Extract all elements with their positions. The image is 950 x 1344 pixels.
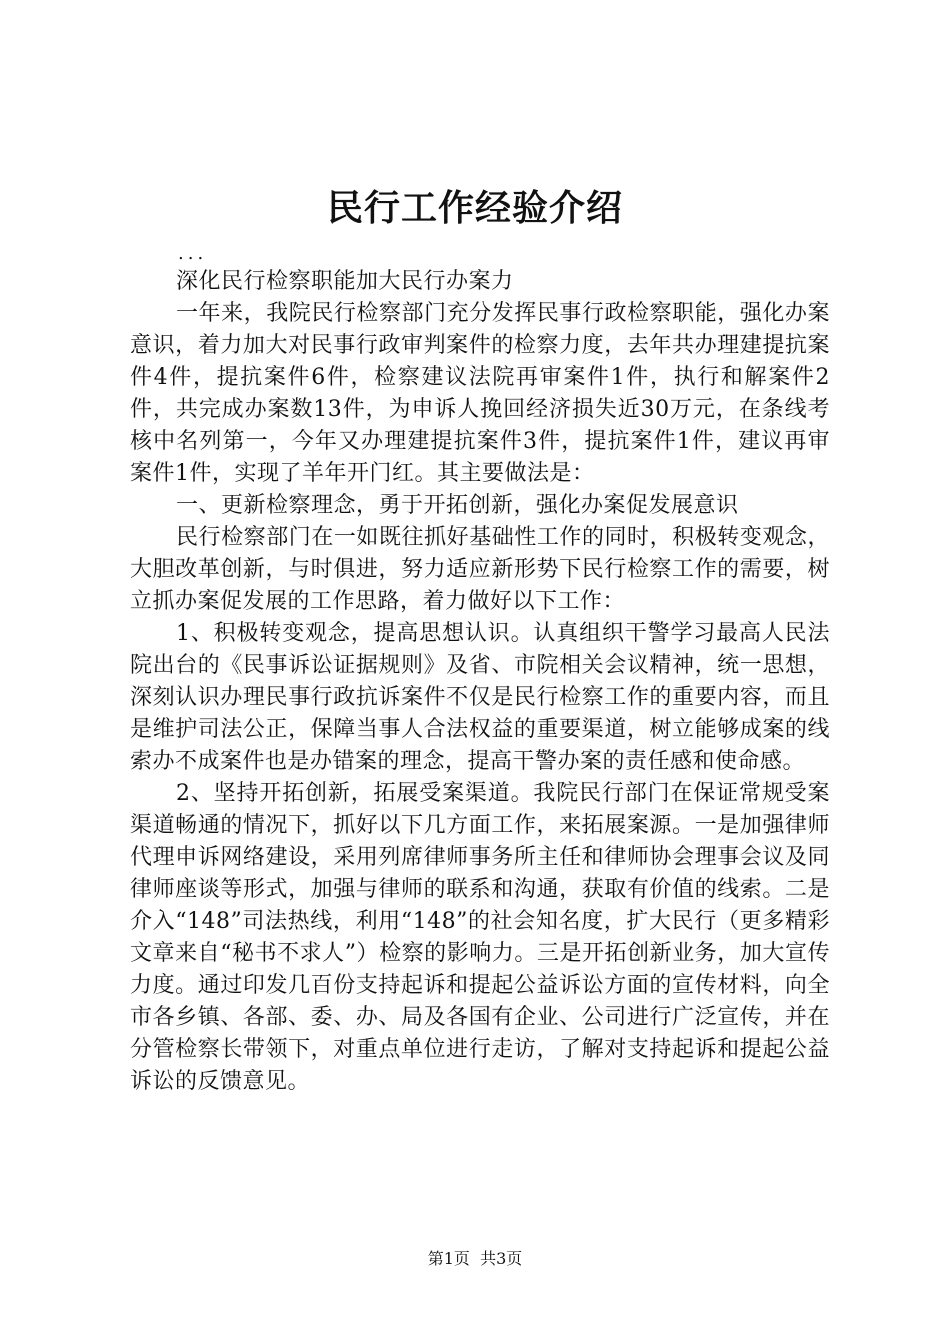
paragraph-item-1: 1、积极转变观念，提高思想认识。认真组织干警学习最高人民法院出台的《民事诉讼证据规则》及省、市院相关会议精神，统一思想，深刻认识办理民事行政抗诉案件不仅是民行检察工作的重要内容，而且是维护司法公正，保障当事人合法权益的重要渠道，树立能够成案的线索办不成案件也是办错案的理念，提高干警办案的责任感和使命感。 (130, 621, 830, 774)
paragraph-section-body: 民行检察部门在一如既往抓好基础性工作的同时，积极转变观念，大胆改革创新，与时俱进，努力适应新形势下民行检察工作的需要，树立抓办案促发展的工作思路，着力做好以下工作： (130, 525, 830, 614)
paragraph-intro: 一年来，我院民行检察部门充分发挥民事行政检察职能，强化办案意识，着力加大对民事行政审判案件的检察力度，去年共办理建提抗案件4件，提抗案件6件，检察建议法院再审案件1件，执行和解案件2件，共完成办案数13件，为申诉人挽回经济损失近30万元，在条线考核中名列第一，今年又办理建提抗案件3件，提抗案件1件，建议再审案件1件，实现了羊年开门红。其主要做法是： (130, 301, 830, 486)
paragraph-subtitle: 深化民行检察职能加大民行办案力 (176, 269, 514, 294)
document-title: 民行工作经验介绍 (326, 187, 623, 229)
page-number-current: 第1页 (427, 1249, 470, 1268)
paragraph-section-heading: 一、更新检察理念，勇于开拓创新，强化办案促发展意识 (176, 493, 739, 518)
page-footer (0, 1248, 950, 1270)
document-body (130, 266, 830, 1098)
ellipsis-marker: ... (178, 243, 208, 264)
paragraph-item-2: 2、坚持开拓创新，拓展受案渠道。我院民行部门在保证常规受案渠道畅通的情况下，抓好以下几方面工作，来拓展案源。一是加强律师代理申诉网络建设，采用列席律师事务所主任和律师协会理事会议及同律师座谈等形式，加强与律师的联系和沟通，获取有价值的线索。二是介入“148”司法热线，利用“148”的社会知名度，扩大民行（更多精彩文章来自“秘书不求人”）检察的影响力。三是开拓创新业务，加大宣传力度。通过印发几百份支持起诉和提起公益诉讼方面的宣传材料，向全市各乡镇、各部、委、办、局及各国有企业、公司进行广泛宣传，并在分管检察长带领下，对重点单位进行走访，了解对支持起诉和提起公益诉讼的反馈意见。 (130, 781, 830, 1094)
page-number-total: 共3页 (480, 1249, 523, 1268)
